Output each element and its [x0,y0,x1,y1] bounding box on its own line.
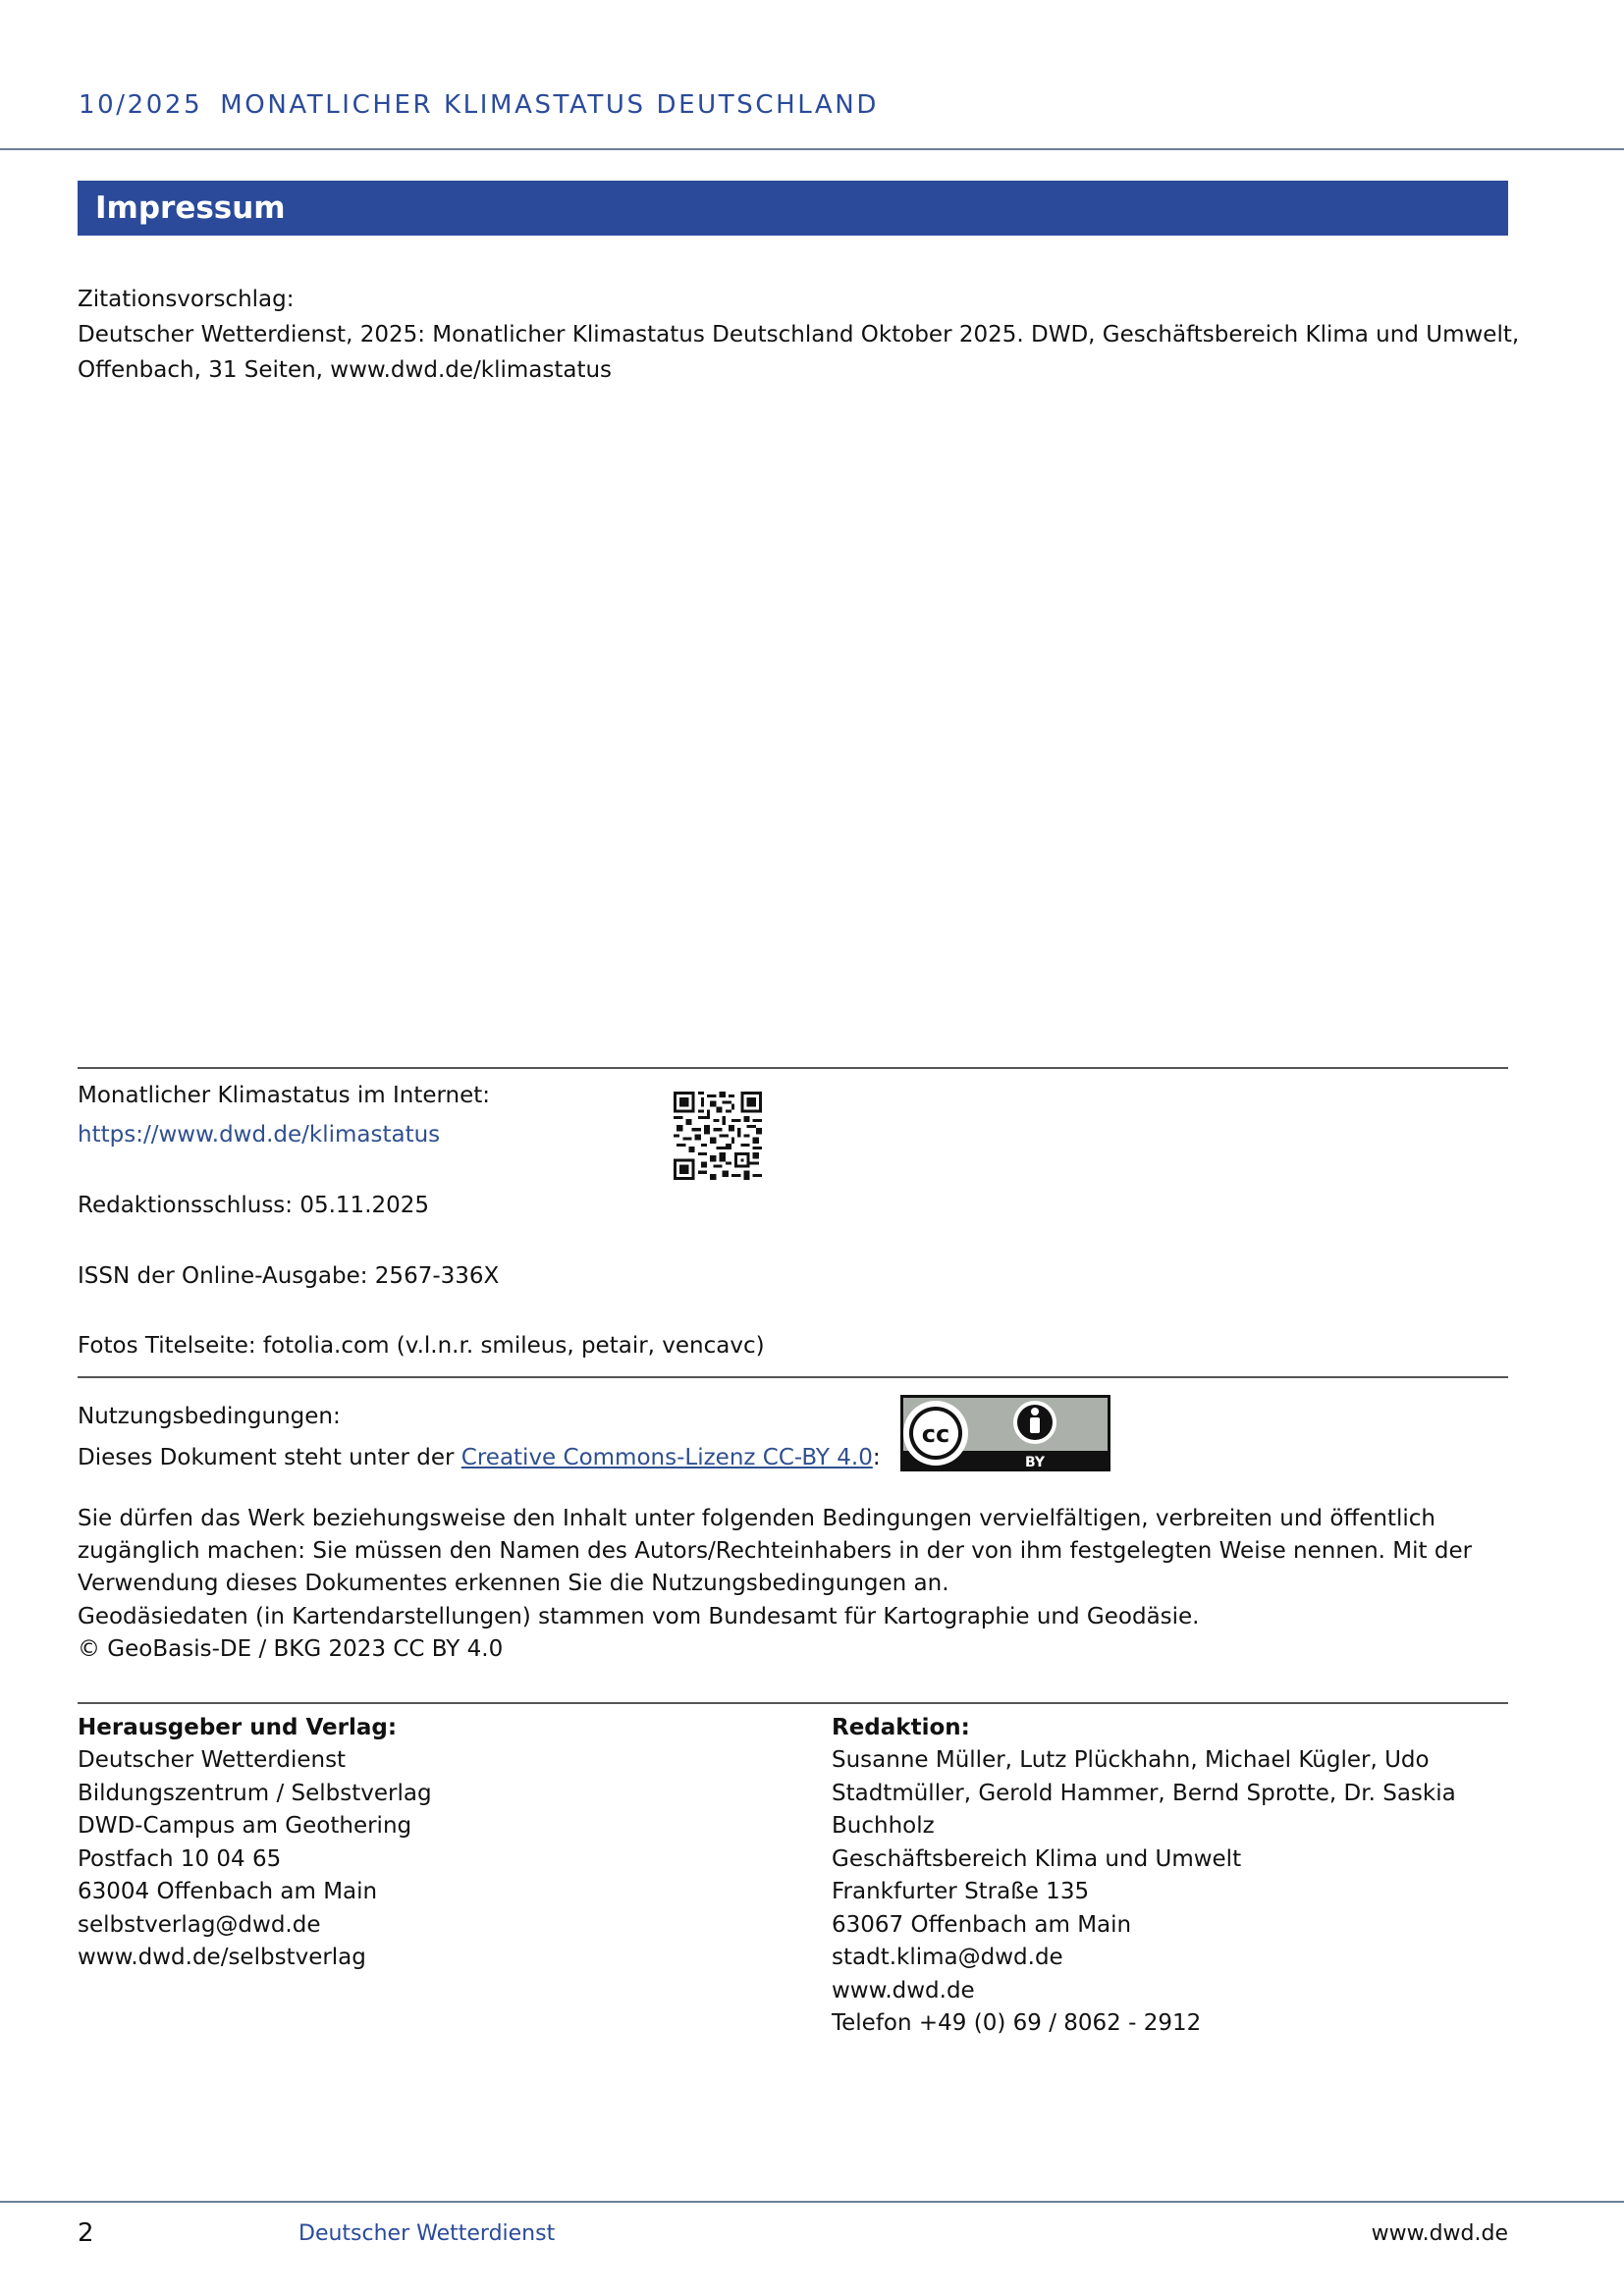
photo-credits: Fotos Titelseite: fotolia.com (v.l.n.r. smileus, petair, vencavc) [78,1333,765,1359]
citation-line-2: Offenbach, 31 Seiten, www.dwd.de/klimastatus [78,357,613,383]
footer-divider [0,2201,1624,2203]
publisher-email: selbstverlag@dwd.de [78,1912,321,1938]
usage-terms-label: Nutzungsbedingungen: [78,1404,341,1429]
usage-line-2: zugänglich machen: Sie müssen den Namen des Autors/Rechteinhabers in der von ihm festgelegten Weise nennen. Mit der [78,1538,1473,1564]
citation-line-1: Deutscher Wetterdienst, 2025: Monatlicher Klimastatus Deutschland Oktober 2025. DWD, Geschäftsbereich Klima und Umwelt, [78,322,1520,347]
page-number: 2 [78,2218,94,2248]
editorial-line: Geschäftsbereich Klima und Umwelt [832,1846,1242,1872]
section-heading-impressum: Impressum [78,181,1508,236]
usage-line-3: Verwendung dieses Dokumentes erkennen Sie die Nutzungsbedingungen an. [78,1571,949,1596]
internet-label: Monatlicher Klimastatus im Internet: [78,1083,491,1108]
footer-org: Deutscher Wetterdienst [298,2221,556,2246]
qr-code-icon [674,1092,762,1180]
publisher-website: www.dwd.de/selbstverlag [78,1945,366,1970]
cc-by-license-icon [900,1395,1110,1471]
issue-number: 10/2025 [79,90,203,120]
publisher-line: DWD-Campus am Geothering [78,1813,412,1839]
header-divider [0,148,1624,150]
publisher-line: 63004 Offenbach am Main [78,1879,378,1904]
editorial-line: Frankfurter Straße 135 [832,1879,1090,1904]
editorial-line: Susanne Müller, Lutz Plückhahn, Michael Kügler, Udo [832,1747,1430,1773]
editorial-line: 63067 Offenbach am Main [832,1912,1132,1938]
editorial-email: stadt.klima@dwd.de [832,1945,1063,1970]
usage-line-1: Sie dürfen das Werk beziehungsweise den Inhalt unter folgenden Bedingungen vervielfältigen, verbreiten und öffentlich [78,1506,1435,1531]
editorial-line: Buchholz [832,1813,935,1839]
license-suffix: : [872,1445,881,1470]
publisher-line: Postfach 10 04 65 [78,1846,282,1872]
divider [78,1702,1508,1704]
svg-text:cc: cc [921,1420,950,1448]
publisher-line: Deutscher Wetterdienst [78,1747,347,1773]
cc-license-link[interactable]: Creative Commons-Lizenz CC-BY 4.0 [460,1445,873,1470]
citation-label: Zitationsvorschlag: [78,287,295,312]
license-prefix: Dieses Dokument steht unter der [78,1445,461,1470]
issn: ISSN der Online-Ausgabe: 2567-336X [78,1263,500,1289]
running-header [79,90,879,120]
usage-line-5: © GeoBasis-DE / BKG 2023 CC BY 4.0 [78,1636,504,1662]
editorial-heading: Redaktion: [832,1715,970,1740]
usage-line-4: Geodäsiedaten (in Kartendarstellungen) stammen vom Bundesamt für Kartographie und Geodäsie. [78,1604,1200,1629]
license-statement [78,1440,881,1475]
cc-by-text: BY [1024,1455,1046,1470]
klimastatus-link[interactable]: https://www.dwd.de/klimastatus [78,1122,441,1148]
editorial-line: Stadtmüller, Gerold Hammer, Bernd Sprotte, Dr. Saskia [832,1781,1456,1806]
editorial-phone: Telefon +49 (0) 69 / 8062 - 2912 [832,2010,1202,2036]
redaktionsschluss: Redaktionsschluss: 05.11.2025 [78,1193,430,1218]
publisher-line: Bildungszentrum / Selbstverlag [78,1781,432,1806]
footer-website: www.dwd.de [1371,2221,1508,2246]
divider [78,1376,1508,1378]
publication-title: MONATLICHER KLIMASTATUS DEUTSCHLAND [220,90,879,120]
editorial-website: www.dwd.de [832,1978,975,2003]
divider [78,1067,1508,1069]
publisher-heading: Herausgeber und Verlag: [78,1715,398,1740]
